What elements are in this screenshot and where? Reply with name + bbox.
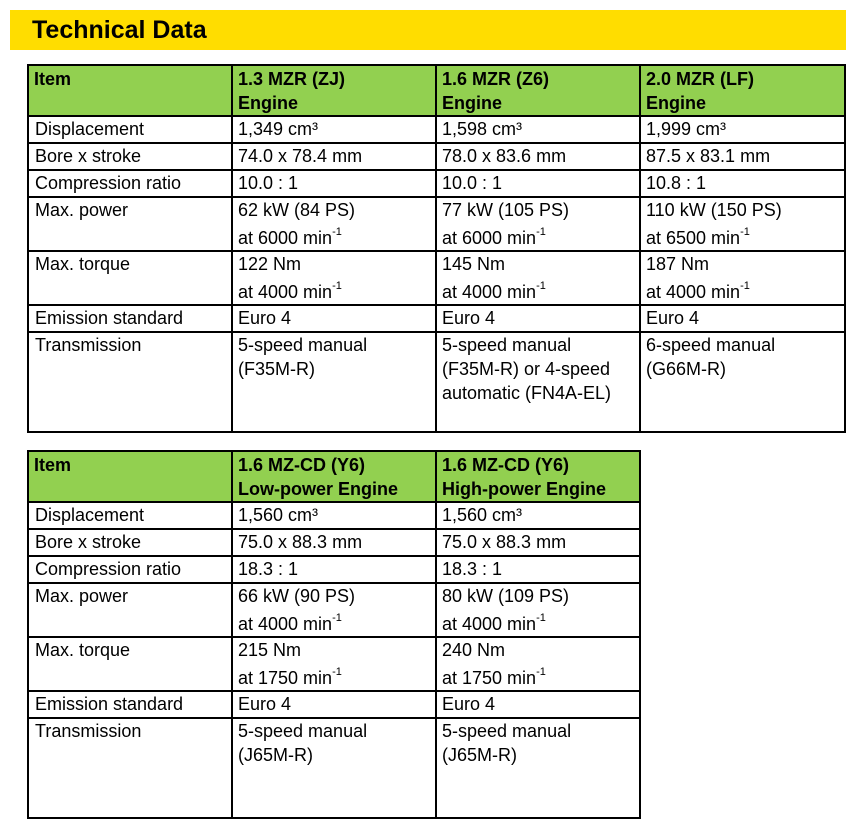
table-cell: Euro 4 <box>232 691 436 718</box>
table-cell: 75.0 x 88.3 mm <box>232 529 436 556</box>
table-row <box>28 305 845 332</box>
table-cell: 78.0 x 83.6 mm <box>436 143 640 170</box>
table-row <box>28 691 640 718</box>
header-engine-1: 1.3 MZR (ZJ) Engine <box>232 65 436 116</box>
table-cell: 80 kW (109 PS) at 4000 $\min^{-1}$ <box>436 583 640 637</box>
table-row <box>28 583 640 637</box>
row-label: Transmission <box>28 718 232 818</box>
row-label: Max. power <box>28 197 232 251</box>
header-item: Item <box>28 451 232 502</box>
table-cell: 5-speed manual (J65M-R) <box>436 718 640 818</box>
table-cell: 1,349 cm³ <box>232 116 436 143</box>
table-row <box>28 529 640 556</box>
table-header-row <box>28 451 640 502</box>
table-cell: 10.8 : 1 <box>640 170 845 197</box>
title-banner <box>10 10 846 50</box>
table-row <box>28 170 845 197</box>
row-label: Bore x stroke <box>28 529 232 556</box>
table-row <box>28 251 845 305</box>
table-cell: 187 Nm at 4000 $\min^{-1}$ <box>640 251 845 305</box>
table-header-row <box>28 65 845 116</box>
row-label: Max. power <box>28 583 232 637</box>
table-cell: 10.0 : 1 <box>436 170 640 197</box>
table-cell: 215 Nm at 1750 $\min^{-1}$ <box>232 637 436 691</box>
table-cell: 77 kW (105 PS) at 6000 $\min^{-1}$ <box>436 197 640 251</box>
table-row <box>28 637 640 691</box>
table-cell: 18.3 : 1 <box>436 556 640 583</box>
table-row <box>28 502 640 529</box>
table-row <box>28 556 640 583</box>
table-cell: 1,598 cm³ <box>436 116 640 143</box>
row-label: Max. torque <box>28 637 232 691</box>
table-cell: 1,999 cm³ <box>640 116 845 143</box>
table-cell: 5-speed manual (J65M-R) <box>232 718 436 818</box>
table-cell: 122 Nm at 4000 $\min^{-1}$ <box>232 251 436 305</box>
table-cell: 87.5 x 83.1 mm <box>640 143 845 170</box>
row-label: Displacement <box>28 116 232 143</box>
table-row <box>28 116 845 143</box>
header-engine-3: 2.0 MZR (LF) Engine <box>640 65 845 116</box>
header-engine-1: 1.6 MZ-CD (Y6) Low-power Engine <box>232 451 436 502</box>
table-cell: 75.0 x 88.3 mm <box>436 529 640 556</box>
table-cell: Euro 4 <box>436 691 640 718</box>
header-engine-2: 1.6 MZ-CD (Y6) High-power Engine <box>436 451 640 502</box>
table-row <box>28 718 640 818</box>
table-cell: 62 kW (84 PS) at 6000 $\min^{-1}$ <box>232 197 436 251</box>
header-engine-2: 1.6 MZR (Z6) Engine <box>436 65 640 116</box>
table-cell: 66 kW (90 PS) at 4000 $\min^{-1}$ <box>232 583 436 637</box>
row-label: Emission standard <box>28 305 232 332</box>
row-label: Compression ratio <box>28 170 232 197</box>
table-row <box>28 332 845 432</box>
table-cell: Euro 4 <box>232 305 436 332</box>
table-cell: 110 kW (150 PS) at 6500 $\min^{-1}$ <box>640 197 845 251</box>
table-cell: 5-speed manual (F35M-R) or 4-speed automatic (FN4A-EL) <box>436 332 640 432</box>
row-label: Emission standard <box>28 691 232 718</box>
table-cell: 145 Nm at 4000 $\min^{-1}$ <box>436 251 640 305</box>
table-cell: 74.0 x 78.4 mm <box>232 143 436 170</box>
table-cell: 240 Nm at 1750 $\min^{-1}$ <box>436 637 640 691</box>
row-label: Transmission <box>28 332 232 432</box>
header-item: Item <box>28 65 232 116</box>
table-row <box>28 143 845 170</box>
diesel-engine-table <box>27 450 641 819</box>
table-cell: Euro 4 <box>436 305 640 332</box>
table-cell: 1,560 cm³ <box>232 502 436 529</box>
table-cell: 5-speed manual (F35M-R) <box>232 332 436 432</box>
row-label: Compression ratio <box>28 556 232 583</box>
table-cell: 10.0 : 1 <box>232 170 436 197</box>
page-title: Technical Data <box>32 16 207 44</box>
table-cell: Euro 4 <box>640 305 845 332</box>
row-label: Bore x stroke <box>28 143 232 170</box>
petrol-engine-table <box>27 64 846 433</box>
row-label: Displacement <box>28 502 232 529</box>
table-cell: 18.3 : 1 <box>232 556 436 583</box>
table-cell: 1,560 cm³ <box>436 502 640 529</box>
table-row <box>28 197 845 251</box>
row-label: Max. torque <box>28 251 232 305</box>
table-cell: 6-speed manual (G66M-R) <box>640 332 845 432</box>
